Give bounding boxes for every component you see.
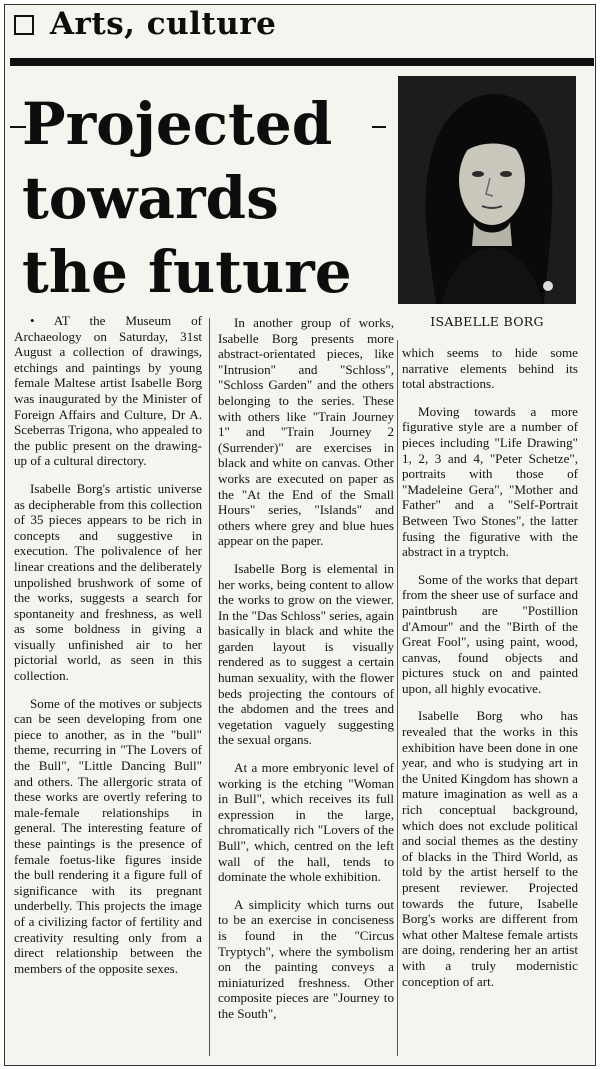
column-divider (397, 340, 398, 1056)
article-paragraph: At a more embryonic level of working is the etching "Woman in Bull", which receives its full expression in the large, chromatically rich "Lovers of the Bull", which, centred on the left wall of the hall, tends to dominate the whole exhibition. (218, 760, 394, 885)
article-paragraph: Isabelle Borg who has revealed that the works in this exhibition have been done in one year, and who is studying art in the United Kingdom has shown a mature imagination as well as a rich conceptual background, which does not exclude political and social themes as the destiny of blacks in the Third World, as told by the artist herself to the present reviewer. Projected towards the future, Isabelle Borg's works are different from what other Maltese female artists are doing, rendering her an artist with a truly modernistic conception of art. (402, 708, 578, 989)
article-paragraph: which seems to hide some narrative elements behind its total abstractions. (402, 345, 578, 392)
headline-line-2: towards (22, 164, 279, 232)
artist-portrait-photo (398, 76, 576, 304)
section-checkbox-icon (14, 15, 34, 35)
article-paragraph: Isabelle Borg is elemental in her works, being content to allow the works to grow on the viewer. In the "Das Schloss" series, again basically in black and white the garden layout is visually rendered as to suggest a certain human sexuality, with the flower beds projecting the contours of the abdomen and the trees and vegetation vaguely suggesting the sexual organs. (218, 560, 394, 748)
article-paragraph: Moving towards a more figurative style are a number of pieces including "Life Drawing" 1, 2, 3 and 4, "Peter Schetze", portraits with those of "Madeleine Gera", "Mother and Father" and a "Self-Portrait Between Two Stones", the latter fusing the figurative with the abstract in a tryptch. (402, 403, 578, 560)
article-paragraph: Isabelle Borg's artistic universe as decipherable from this collection of 35 pieces appears to be rich in concepts and suggestive in execution. The polivalence of her linear creations and the deliberately unpolished brushwork of some of the works, suggests a search for spontaneity and freshness, as well as some boldness in giving a visually unfinished air to her pictorial world, as seen in this collection. (14, 480, 202, 684)
headline (22, 87, 352, 309)
portrait-image (398, 76, 576, 304)
article-paragraph: Some of the motives or subjects can be seen developing from one piece to another, as in the "bull" theme, recurring in "The Lovers of the Bull", "Little Dancing Bull" and others. The allergoric strata of these works are overtly refering to male-female relationships in general. The interesting feature of these paintings is the presence of female foetus-like figures inside the bull rendering it a figure full of significance with its pregnant underbelly. This projects the image of a civilizing factor of fertility and creativity resulting only from a direct relationship between the members of the opposite sexes. (14, 695, 202, 976)
article-column-3 (402, 345, 578, 989)
article-column-2 (218, 315, 394, 1022)
headline-line-3: the future (22, 238, 352, 306)
article-paragraph: Some of the works that depart from the sheer use of surface and paintbrush are "Postillion d'Amour" and the "Birth of the Great Fool", using paint, wood, canvas, found objects and pictures stuck on and painted upon, all highly evocative. (402, 571, 578, 696)
headline-rule-right (372, 126, 386, 128)
article-paragraph: In another group of works, Isabelle Borg presents more abstract-orientated pieces, like "Intrusion" and "Schloss", "Schloss Garden" and the others belonging to the series. These with others like "Train Journey 1" and "Train Journey 2 (Surrender)" are exercises in black and white on canvas. Other works are executed on paper as the "At the End of the Small Hours" series, "Islands" and others where grey and blue hues appear on the paper. (218, 315, 394, 549)
article-paragraph: • AT the Museum of Archaeology on Saturday, 31st August a collection of drawings, etchings and paintings by young female Maltese artist Isabelle Borg was inaugurated by the Minister of Foreign Affairs and Culture, Dr A. Sceberras Trigona, who appealed to the public present on the drawing-up of a cultural directory. (14, 313, 202, 469)
column-divider (209, 318, 210, 1056)
article-column-1 (14, 313, 202, 976)
article-paragraph: A simplicity which turns out to be an exercise in conciseness is found in the "Circus Tryptych", where the symbolism on the painting conveys a miniaturized freshness. Other composite pieces are "Journey to the South", (218, 896, 394, 1021)
section-title: Arts, culture (50, 6, 277, 42)
headline-line-1: Projected (22, 90, 333, 158)
photo-caption: ISABELLE BORG (430, 314, 544, 329)
section-rule (10, 58, 594, 66)
